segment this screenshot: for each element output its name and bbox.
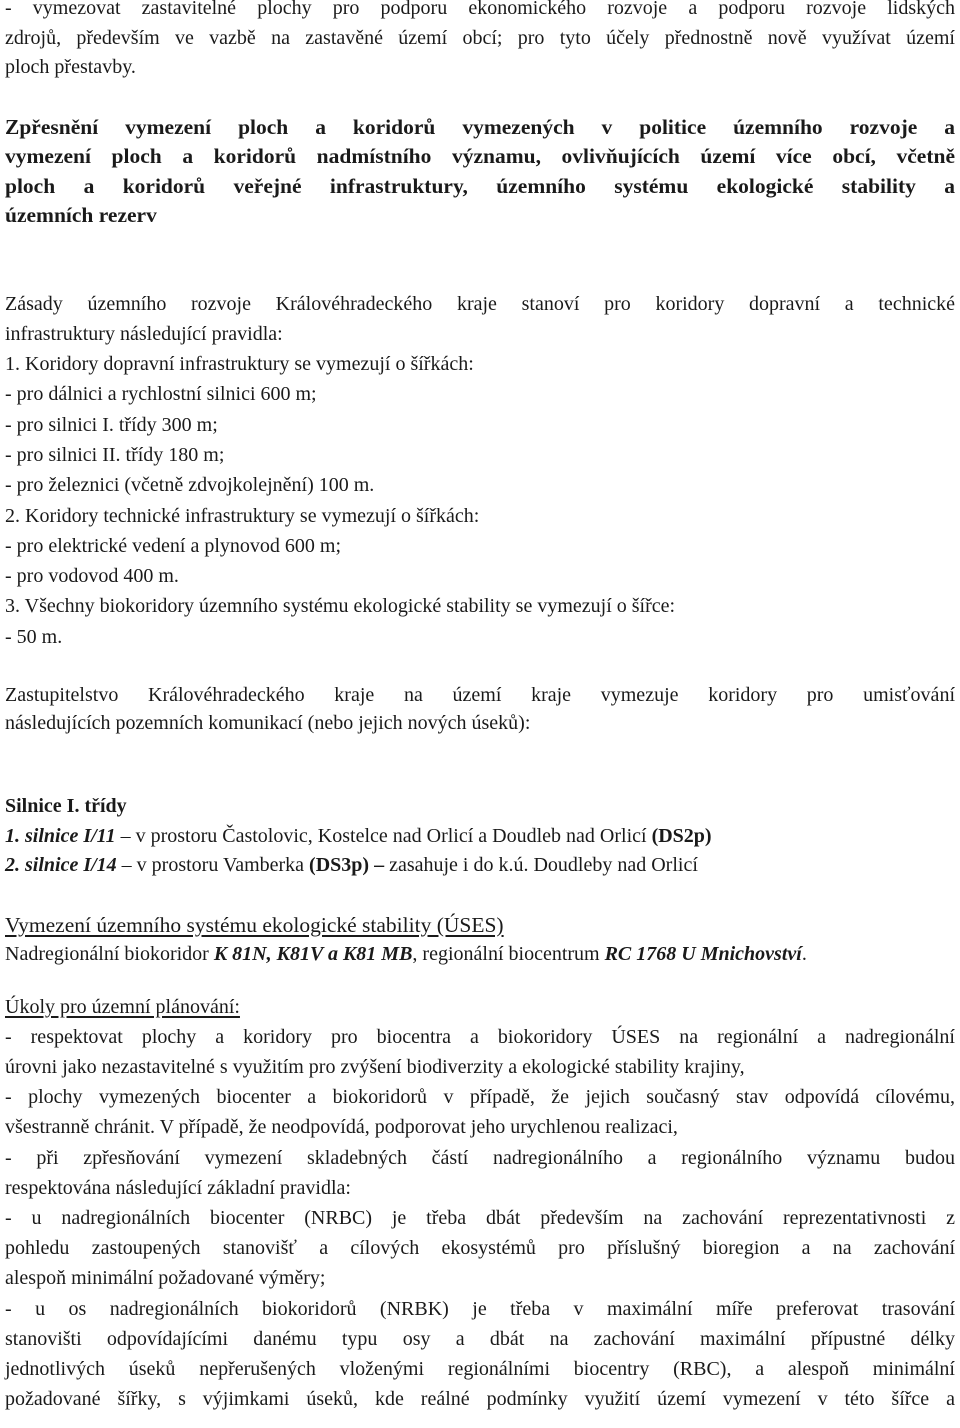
- text-line: úrovni jako nezastavitelné s využitím pro zvýšení biodiverzity a ekologické stability krajiny,: [5, 1055, 745, 1078]
- road-number: 1. silnice I/11: [5, 824, 116, 847]
- task-paragraph: [5, 1143, 955, 1203]
- task-paragraph: [5, 1082, 955, 1142]
- text-line: - vymezovat zastavitelné plochy pro podporu ekonomického rozvoje a podporu rozvoje lidských: [5, 0, 955, 19]
- text-line: požadované šířky, s výjimkami úseků, kde reálné podmínky využití území vymezení v této šířce a: [5, 1388, 955, 1411]
- road-item-2: [5, 851, 955, 881]
- rule-item: 1. Koridory dopravní infrastruktury se vymezují o šířkách:: [5, 353, 474, 376]
- rule-item: - 50 m.: [5, 625, 63, 648]
- heading-line: vymezení ploch a koridorů nadmístního významu, ovlivňujících území více obcí, včetně: [5, 144, 955, 168]
- rule-item: - pro vodovod 400 m.: [5, 565, 179, 588]
- assembly-paragraph: [5, 681, 955, 737]
- text-line: všestranně chránit. V případě, že neodpovídá, podporovat jeho urychlenou realizaci,: [5, 1116, 678, 1139]
- rule-item: 3. Všechny biokoridory územního systému ekologické stability se vymezují o šířce:: [5, 595, 676, 618]
- text-line: - u nadregionálních biocenter (NRBC) je třeba dbát především na zachování reprezentativnosti z: [5, 1206, 955, 1229]
- uses-line: [5, 940, 955, 970]
- rule-item: - pro železnici (včetně zdvojkolejnění) 100 m.: [5, 474, 375, 497]
- heading-line: Zpřesnění vymezení ploch a koridorů vymezených v politice územního rozvoje a: [5, 114, 955, 139]
- text-line: - respektovat plochy a koridory pro biocentra a biokoridory ÚSES na regionální a nadregionální: [5, 1025, 955, 1048]
- road-rest: zasahuje i do k.ú. Doudleby nad Orlicí: [389, 854, 698, 877]
- text-line: stanovišti odpovídajícími danému typu osy a dbát na zachování maximální přípustné délky: [5, 1327, 955, 1350]
- text-line: Zastupitelstvo Královéhradeckého kraje na území kraje vymezuje koridory pro umisťování: [5, 684, 955, 707]
- uses-center: RC 1768 U Mnichovství: [604, 943, 802, 966]
- roads-title: Silnice I. třídy: [5, 795, 127, 818]
- task-paragraph: [5, 1203, 955, 1294]
- road-item-1: [5, 822, 955, 852]
- uses-block: [5, 911, 955, 970]
- task-paragraph: [5, 1294, 955, 1415]
- heading-line: ploch a koridorů veřejné infrastruktury, územního systému ekologické stability a: [5, 173, 955, 198]
- text-line: - u os nadregionálních biokoridorů (NRBK) je třeba v maximální míře preferovat trasování: [5, 1297, 955, 1320]
- rule-item: - pro elektrické vedení a plynovod 600 m;: [5, 534, 342, 557]
- road-description: v prostoru Častolovic, Kostelce nad Orlicí a Doudleb nad Orlicí: [135, 824, 652, 847]
- text-line: respektována následující základní pravidla:: [5, 1176, 351, 1199]
- text-line: následujících pozemních komunikací (nebo jejich nových úseků):: [5, 712, 531, 735]
- road-code: (DS2p): [651, 824, 712, 847]
- task-paragraph: [5, 1022, 955, 1082]
- rule-item: - pro dálnici a rychlostní silnici 600 m;: [5, 383, 317, 406]
- rule-item: - pro silnici II. třídy 180 m;: [5, 443, 225, 466]
- section-heading: [5, 113, 955, 231]
- road-dash: –: [115, 824, 136, 847]
- road-description: v prostoru Vamberka: [136, 854, 310, 877]
- uses-pre: Nadregionální biokoridor: [5, 943, 214, 966]
- text-line: - plochy vymezených biocenter a biokoridorů v případě, že jejich současný stav odpovídá cílovému,: [5, 1086, 955, 1109]
- roads-block: [5, 792, 955, 881]
- road-code: (DS3p): [309, 854, 370, 877]
- text-line: ploch přestavby.: [5, 56, 136, 78]
- tasks-block: [5, 992, 955, 1415]
- rules-block: [5, 289, 955, 653]
- uses-mid: , regionální biocentrum: [412, 943, 605, 966]
- text-line: - při zpřesňování vymezení skladebných částí nadregionálního a regionálního významu budou: [5, 1146, 955, 1169]
- text-line: jednotlivých úseků nepřerušených vloženými regionálními biocentry (RBC), a alespoň minimální: [5, 1358, 955, 1380]
- text-line: alespoň minimální požadované výměry;: [5, 1267, 326, 1290]
- text-line: zdrojů, především ve vazbě na zastavěné území obcí; pro tyto účely přednostně nově využívat území: [5, 26, 955, 49]
- text-line: pohledu zastoupených stanovišť a cílových ekosystémů pro příslušný bioregion a na zachování: [5, 1237, 955, 1260]
- tasks-title: Úkoly pro územní plánování:: [5, 995, 240, 1018]
- road-dash: –: [116, 854, 137, 877]
- document-page: [5, 0, 955, 1414]
- text-line: Zásady územního rozvoje Královéhradeckého kraje stanoví pro koridory dopravní a technické: [5, 292, 955, 315]
- text-line: infrastruktury následující pravidla:: [5, 322, 283, 345]
- heading-line: územních rezerv: [5, 203, 157, 227]
- road-number: 2. silnice I/14: [5, 854, 117, 877]
- uses-end: .: [801, 943, 807, 966]
- road-dash-2: –: [369, 854, 390, 877]
- uses-corridors: K 81N, K81V a K81 MB: [213, 943, 413, 966]
- intro-paragraph: [5, 0, 955, 83]
- rule-item: 2. Koridory technické infrastruktury se vymezují o šířkách:: [5, 504, 480, 527]
- uses-title: Vymezení územního systému ekologické stability (ÚSES): [5, 912, 504, 937]
- rule-item: - pro silnici I. třídy 300 m;: [5, 413, 218, 436]
